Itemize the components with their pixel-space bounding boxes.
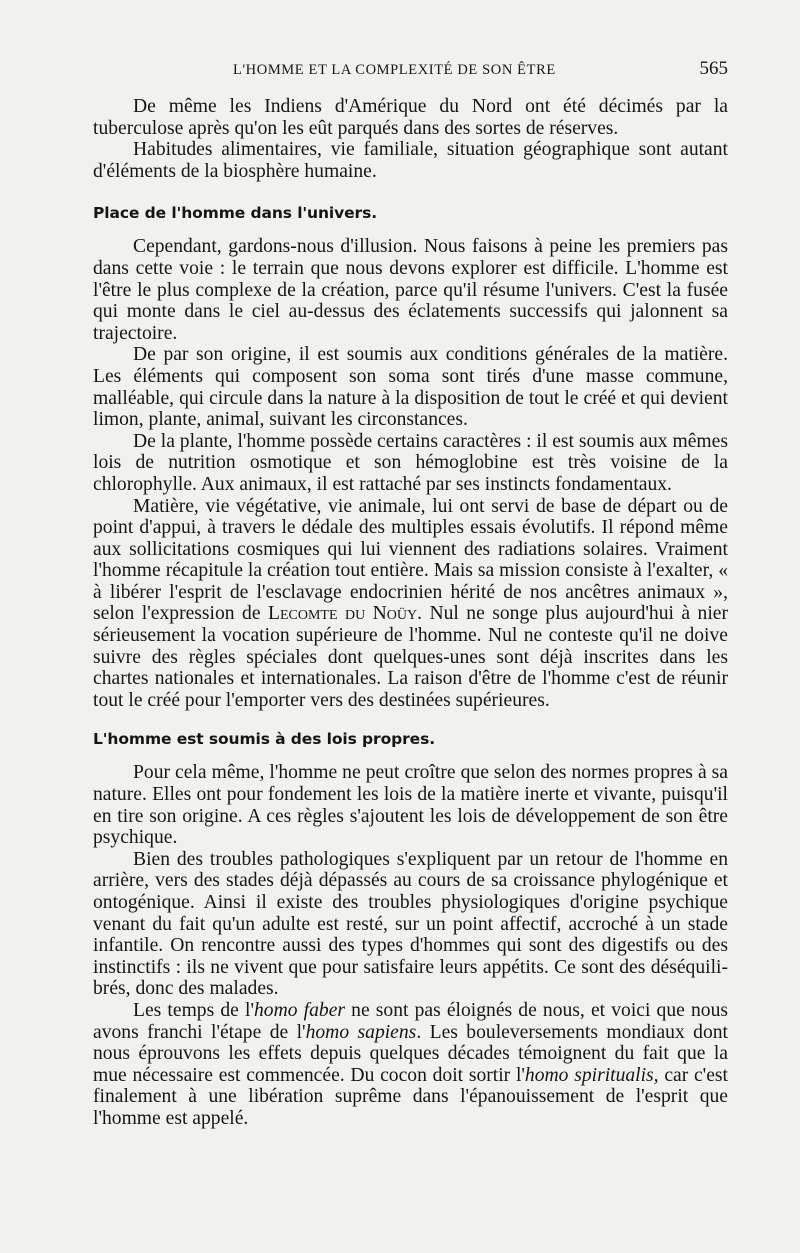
- running-title: L'HOMME ET LA COMPLEXITÉ DE SON ÊTRE: [233, 62, 556, 78]
- page-body: [93, 96, 728, 1130]
- section-heading-laws: L'homme est soumis à des lois propres.: [93, 730, 435, 749]
- text-run: . Les bouleversements mondiaux dont nous éprouvons les effets depuis quelques décades témoignent du fait que la mue nécessaire est commencée. Du cocon doit sortir l': [93, 1021, 728, 1086]
- paragraph-matter-b: . Nul ne songe plus aujourd'hui à nier sérieusement la vocation supérieure de l'homme. Nul ne conteste qu'il ne doive suivre des règles spéciales dont quelques-unes sont déjà inscrites dans les chartes nationales et internationales. La raison d'être de l'homme c'est de réunir tout le créé pour l'emporter vers des destinées supérieures.: [93, 603, 728, 711]
- paragraph-troubles: Bien des troubles pathologiques s'expliquent par un retour de l'homme en arrière, vers des stades déjà dépassés au cours de sa croissance phylogénique et ontogénique. Ainsi il existe des troubles physiologiques d'origine psychique venant du fait qu'un adulte est resté, sur un point affectif, accroché à un stade infantile. On rencontre aussi des types d'hommes qui sont des digestifs ou des instinctifs : ils ne vivent que pour satisfaire leurs appétits. Ce sont des déséquilibrés, donc des malades.: [93, 848, 728, 1000]
- author-name: Lecomte du Noüy: [267, 603, 418, 625]
- paragraph-illusion: Cependant, gardons-nous d'illusion. Nous faisons à peine les premiers pas dans cette voie : le terrain que nous devons explorer est difficile. L'homme est l'être le plus complexe de la création, parce qu'il résume l'univers. C'est la fusée qui monte dans le ciel au-dessus des éclatements successifs qui jalonnent sa trajectoire.: [93, 236, 728, 344]
- paragraph-indians: De même les Indiens d'Amérique du Nord ont été décimés par la tuberculose après qu'on les eût parqués dans des sortes de réserves.: [93, 96, 728, 139]
- text-run: ne sont pas éloignés de nous, et voici que nous avons franchi l'étape de l': [93, 999, 728, 1043]
- text-run: Les temps de l': [133, 999, 254, 1021]
- page-number: 565: [699, 58, 728, 79]
- term-homo-faber: homo faber: [253, 999, 346, 1021]
- paragraph-matter-a: Matière, vie végétative, vie animale, lui ont servi de base de départ ou de point d'appui, à travers le dédale des multiples essais évolutifs. Il répond même aux sollicitations cosmiques qui lui viennent des radiations solaires. Vraiment l'homme récapitule la création tout entière. Mais sa mission consiste à l'exalter, « à libérer l'esprit de l'esclavage endocrinien hérité de nos ancêtres animaux », selon l'expression de: [93, 495, 728, 625]
- running-head: [93, 60, 728, 86]
- paragraph-origin: De par son origine, il est soumis aux conditions générales de la matière. Les éléments qui composent son soma sont tirés d'une masse commune, malléable, qui circule dans la nature à la disposition de tout le créé et qui devient limon, plante, animal, suivant les circonstances.: [93, 344, 728, 431]
- paragraph-homo: [93, 1000, 728, 1130]
- term-homo-spiritualis: homo spiritualis,: [524, 1064, 659, 1086]
- paragraph-habits: Habitudes alimentaires, vie familiale, situation géographique sont autant d'éléments de la biosphère humaine.: [93, 139, 728, 182]
- text-run: car c'est finalement à une libération suprême dans l'épanouissement de l'esprit que l'homme est appelé.: [93, 1064, 728, 1129]
- term-homo-sapiens: homo sapiens: [305, 1021, 417, 1043]
- section-heading-place: Place de l'homme dans l'univers.: [93, 204, 378, 223]
- paragraph-matter: [93, 496, 728, 712]
- paragraph-plant: De la plante, l'homme possède certains caractères : il est soumis aux mêmes lois de nutrition osmotique et son hémoglobine est très voisine de la chlorophylle. Aux animaux, il est rattaché par ses instincts fondamentaux.: [93, 430, 728, 495]
- paragraph-norms: Pour cela même, l'homme ne peut croître que selon des normes propres à sa nature. Elles ont pour fondement les lois de la matière inerte et vivante, puisqu'il en tire son origine. A ces règles s'ajoutent les lois de développement de son être psychique.: [93, 762, 728, 849]
